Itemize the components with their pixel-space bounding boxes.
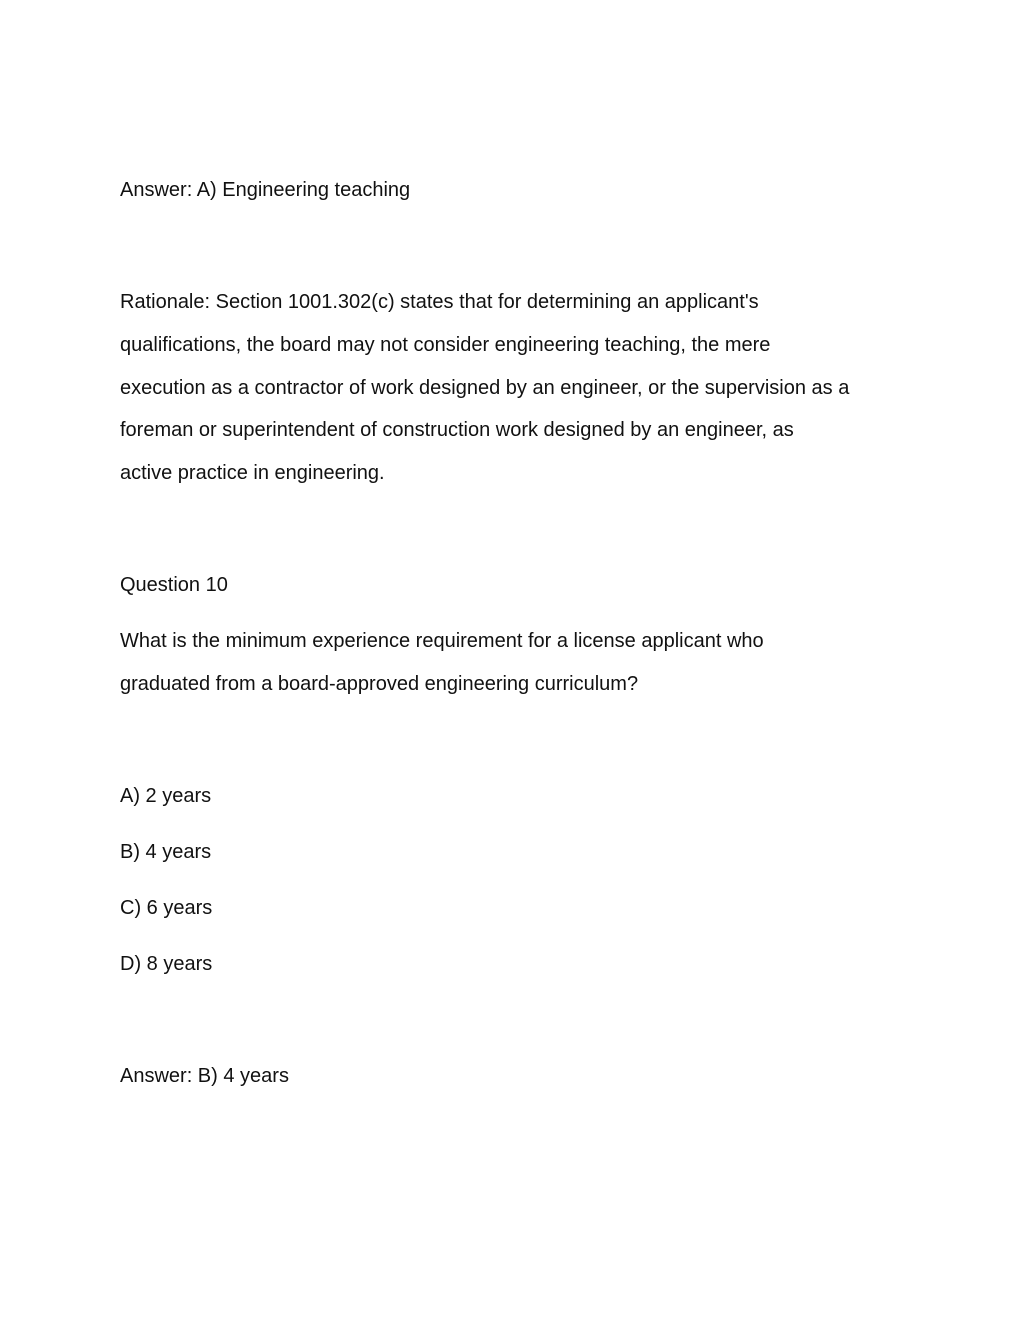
- rationale-line-2: qualifications, the board may not consider engineering teaching, the mere: [120, 334, 771, 356]
- rationale-line-3: execution as a contractor of work designed by an engineer, or the supervision as a: [120, 377, 850, 399]
- question-text-line-1: What is the minimum experience requirement for a license applicant who: [120, 630, 764, 652]
- option-d: D) 8 years: [120, 953, 213, 975]
- rationale-line-4: foreman or superintendent of construction work designed by an engineer, as: [120, 419, 794, 441]
- option-c: C) 6 years: [120, 897, 213, 919]
- rationale-line-1: Rationale: Section 1001.302(c) states that for determining an applicant's: [120, 291, 759, 313]
- question-text-line-2: graduated from a board-approved engineering curriculum?: [120, 673, 639, 695]
- question-heading: Question 10: [120, 574, 228, 596]
- option-a: A) 2 years: [120, 785, 212, 807]
- option-b: B) 4 years: [120, 841, 212, 863]
- rationale-line-5: active practice in engineering.: [120, 462, 385, 484]
- answer: Answer: B) 4 years: [120, 1065, 289, 1087]
- previous-answer: Answer: A) Engineering teaching: [120, 179, 411, 201]
